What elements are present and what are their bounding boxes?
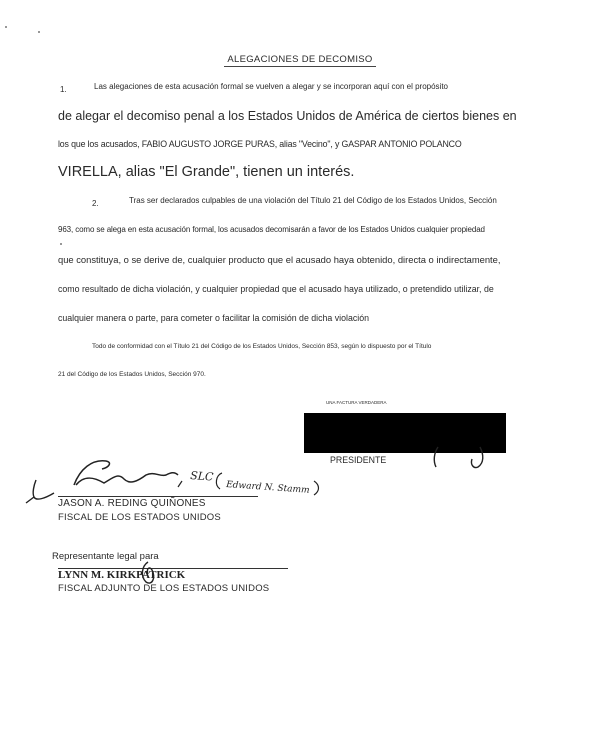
true-bill-label: UNA FACTURA VERDADERA (326, 400, 387, 405)
para3-line1: Todo de conformidad con el Título 21 del Código de los Estados Unidos, Sección 853, según lo dispuesto por el Título (92, 343, 432, 350)
document-title (0, 54, 600, 65)
scan-speck (38, 31, 40, 33)
para2-line1: Tras ser declarados culpables de una violación del Título 21 del Código de los Estados Unidos, Sección (129, 196, 497, 205)
para1-line3: los que los acusados, FABIO AUGUSTO JORGE PURAS, alias "Vecino", y GASPAR ANTONIO POLANCO (58, 139, 462, 149)
para1-line4: VIRELLA, alias "El Grande", tienen un interés. (58, 164, 355, 180)
para1-line2: de alegar el decomiso penal a los Estados Unidos de América de ciertos bienes en (58, 109, 517, 123)
svg-text:Edward N. Stamm: Edward N. Stamm (225, 480, 310, 496)
scan-speck (5, 26, 7, 28)
assistant-label: Representante legal para (52, 551, 159, 562)
prosecutor-name: JASON A. REDING QUIÑONES (58, 498, 206, 509)
scan-speck (60, 243, 62, 245)
prosecutor-signature-line (58, 496, 258, 497)
assistant-title: FISCAL ADJUNTO DE LOS ESTADOS UNIDOS (58, 583, 270, 594)
assistant-name: LYNN M. KIRKPATRICK (58, 569, 186, 581)
para2-line4: como resultado de dicha violación, y cualquier propiedad que el acusado haya utilizado, o pretendido utilizar, de (58, 284, 494, 294)
para2-line5: cualquier manera o parte, para cometer o facilitar la comisión de dicha violación (58, 313, 369, 323)
foreperson-signature-icon (430, 445, 490, 475)
para3-line2: 21 del Código de los Estados Unidos, Sección 970. (58, 371, 206, 378)
svg-text:SLC: SLC (189, 469, 214, 484)
para2-line2: 963, como se alega en esta acusación formal, los acusados decomisarán a favor de los Estados Unidos cualquier propiedad (58, 225, 485, 234)
para1-number: 1. (60, 85, 67, 94)
para2-number: 2. (92, 199, 99, 208)
foreperson-label: PRESIDENTE (330, 455, 387, 465)
para2-line3: que constituya, o se derive de, cualquier producto que el acusado haya obtenido, directa o indirectamente, (58, 254, 501, 265)
para1-line1: Las alegaciones de esta acusación formal se vuelven a alegar y se incorporan aquí con el propósito (94, 82, 448, 91)
prosecutor-title: FISCAL DE LOS ESTADOS UNIDOS (58, 512, 221, 523)
document-title-text: ALEGACIONES DE DECOMISO (224, 54, 375, 67)
